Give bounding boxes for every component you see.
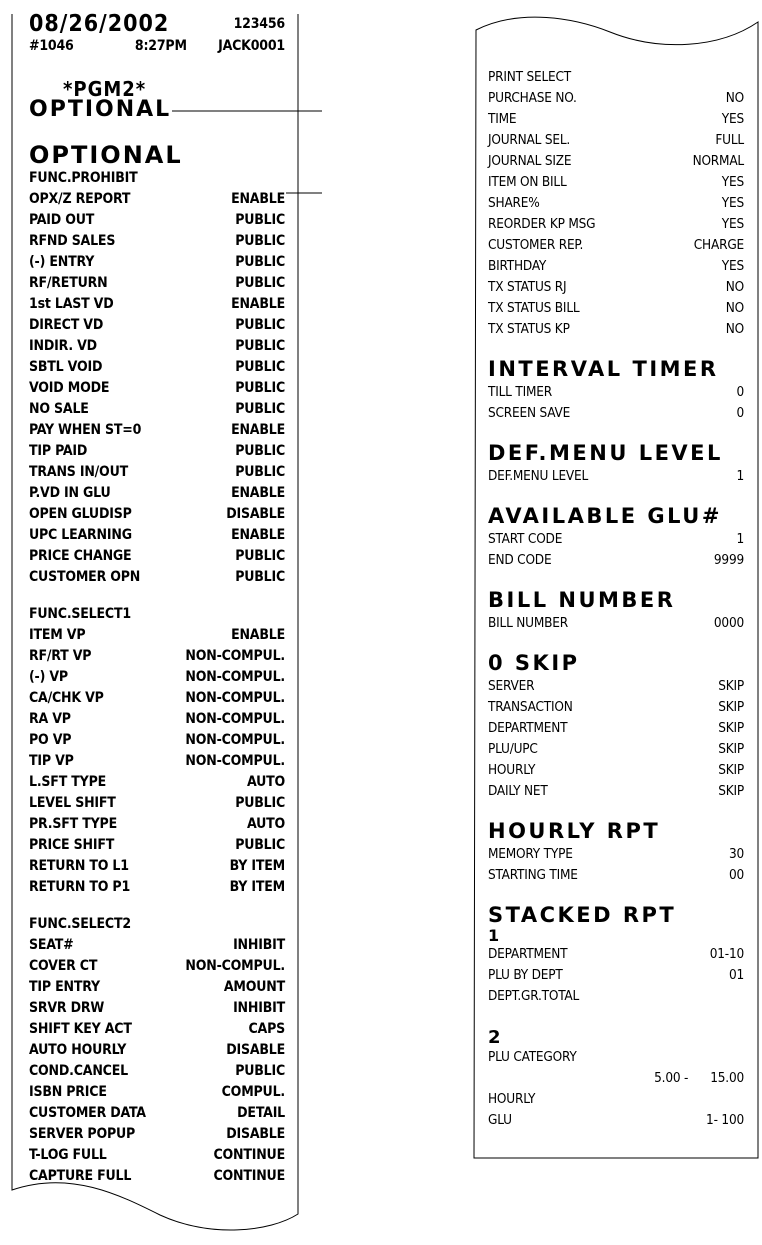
setting-label: ITEM ON BILL <box>488 174 567 190</box>
setting-label: PLU BY DEPT <box>488 967 563 983</box>
setting-label: (-) ENTRY <box>29 254 95 270</box>
stacked-group2-number: 2 <box>488 1027 504 1048</box>
setting-value: PUBLIC <box>235 233 285 249</box>
program-mark: *PGM2* <box>63 77 147 101</box>
setting-label: LEVEL SHIFT <box>29 795 116 811</box>
group-title <box>29 168 285 189</box>
setting-value: 9999 <box>713 552 744 568</box>
setting-label: END CODE <box>488 552 552 568</box>
setting-row <box>29 793 285 814</box>
setting-row <box>29 998 285 1019</box>
setting-value: PUBLIC <box>235 569 285 585</box>
right-receipt <box>488 67 744 1131</box>
setting-row <box>29 688 285 709</box>
setting-value: NO <box>725 300 744 316</box>
setting-label: CUSTOMER REP. <box>488 237 584 253</box>
setting-value: NON-COMPUL. <box>185 690 285 706</box>
setting-label: RF/RETURN <box>29 275 108 291</box>
setting-value: FULL <box>715 132 744 148</box>
setting-value: PUBLIC <box>235 837 285 853</box>
setting-row <box>29 378 285 399</box>
setting-value: ENABLE <box>231 191 285 207</box>
setting-label: CA/CHK VP <box>29 690 104 706</box>
hourly-row: HOURLY <box>488 1091 536 1107</box>
setting-row <box>488 613 744 634</box>
setting-label: SBTL VOID <box>29 359 103 375</box>
setting-row <box>29 856 285 877</box>
setting-row <box>488 88 744 109</box>
setting-label: RETURN TO P1 <box>29 879 131 895</box>
setting-value: CHARGE <box>693 237 744 253</box>
setting-row <box>488 256 744 277</box>
setting-value: PUBLIC <box>235 359 285 375</box>
right-sections <box>488 356 744 902</box>
setting-row <box>29 956 285 977</box>
setting-value: DISABLE <box>226 506 285 522</box>
setting-row <box>488 739 744 760</box>
setting-value: INHIBIT <box>233 937 285 953</box>
print-select-title: PRINT SELECT <box>488 69 572 85</box>
setting-row <box>488 697 744 718</box>
setting-row <box>488 193 744 214</box>
setting-value: YES <box>721 195 744 211</box>
setting-label: JOURNAL SEL. <box>488 132 571 148</box>
setting-label: VOID MODE <box>29 380 110 396</box>
left-receipt <box>29 12 285 1187</box>
setting-value: ENABLE <box>231 296 285 312</box>
setting-value: SKIP <box>718 762 744 778</box>
setting-value: PUBLIC <box>235 443 285 459</box>
setting-value: NON-COMPUL. <box>185 711 285 727</box>
setting-value: CONTINUE <box>213 1168 285 1184</box>
setting-row <box>29 357 285 378</box>
setting-value: NO <box>725 321 744 337</box>
setting-label: START CODE <box>488 531 563 547</box>
setting-value: COMPUL. <box>221 1084 285 1100</box>
setting-value: 01 <box>728 967 744 983</box>
print-select-rows <box>488 88 744 340</box>
setting-label: COVER CT <box>29 958 98 974</box>
setting-value: 0 <box>736 405 744 421</box>
setting-label: SERVER POPUP <box>29 1126 136 1142</box>
setting-label: TILL TIMER <box>488 384 552 400</box>
setting-value: NORMAL <box>692 153 744 169</box>
setting-row <box>29 567 285 588</box>
setting-row <box>29 525 285 546</box>
setting-value: SKIP <box>718 678 744 694</box>
store-number: 123456 <box>233 16 285 32</box>
plu-category-row: PLU CATEGORY <box>488 1049 577 1065</box>
setting-label: CAPTURE FULL <box>29 1168 132 1184</box>
setting-row <box>488 214 744 235</box>
glu-value: 1- 100 <box>706 1112 744 1128</box>
setting-row <box>29 252 285 273</box>
setting-row <box>488 319 744 340</box>
setting-value: PUBLIC <box>235 254 285 270</box>
setting-value: AUTO <box>246 774 285 790</box>
section-title-interval-timer: INTERVAL TIMER <box>488 357 719 381</box>
setting-row <box>29 709 285 730</box>
setting-label: TRANS IN/OUT <box>29 464 128 480</box>
setting-row <box>29 546 285 567</box>
section-title-zero-skip: 0 SKIP <box>488 651 580 675</box>
setting-row <box>29 877 285 898</box>
setting-value: NON-COMPUL. <box>185 753 285 769</box>
setting-row <box>488 760 744 781</box>
setting-value: YES <box>721 258 744 274</box>
setting-label: PR.SFT TYPE <box>29 816 117 832</box>
setting-row <box>488 277 744 298</box>
setting-row <box>488 844 744 865</box>
setting-value: BY ITEM <box>229 879 285 895</box>
setting-row <box>488 151 744 172</box>
setting-label: AUTO HOURLY <box>29 1042 127 1058</box>
setting-value: ENABLE <box>231 422 285 438</box>
setting-row <box>29 1166 285 1187</box>
setting-row <box>488 382 744 403</box>
setting-label: TX STATUS BILL <box>488 300 580 316</box>
setting-row <box>29 441 285 462</box>
section-title-available-glu: AVAILABLE GLU# <box>488 504 722 528</box>
setting-value: NON-COMPUL. <box>185 958 285 974</box>
setting-row <box>488 466 744 487</box>
setting-value: YES <box>721 111 744 127</box>
setting-row <box>29 315 285 336</box>
setting-label: JOURNAL SIZE <box>488 153 572 169</box>
setting-value: NON-COMPUL. <box>185 732 285 748</box>
setting-value: INHIBIT <box>233 1000 285 1016</box>
setting-label: OPX/Z REPORT <box>29 191 131 207</box>
setting-value: CONTINUE <box>213 1147 285 1163</box>
setting-value: 30 <box>728 846 744 862</box>
setting-value: 01-10 <box>709 946 744 962</box>
setting-row <box>29 1124 285 1145</box>
setting-value: 1 <box>736 468 744 484</box>
setting-label: RETURN TO L1 <box>29 858 129 874</box>
setting-row <box>29 935 285 956</box>
setting-row <box>488 986 744 1007</box>
setting-row <box>29 667 285 688</box>
setting-label: ITEM VP <box>29 627 86 643</box>
setting-label: RA VP <box>29 711 71 727</box>
setting-label: (-) VP <box>29 669 68 685</box>
setting-value: SKIP <box>718 783 744 799</box>
setting-label: RFND SALES <box>29 233 116 249</box>
group-title <box>29 914 285 935</box>
setting-value: DISABLE <box>226 1042 285 1058</box>
setting-row <box>29 1061 285 1082</box>
setting-row <box>488 676 744 697</box>
setting-value: DETAIL <box>237 1105 285 1121</box>
setting-label: TRANSACTION <box>488 699 573 715</box>
setting-label: NO SALE <box>29 401 89 417</box>
setting-value: PUBLIC <box>235 317 285 333</box>
receipt-header-row1 <box>29 12 285 36</box>
receipt-header-row2 <box>29 36 285 56</box>
setting-label: SCREEN SAVE <box>488 405 571 421</box>
setting-value: PUBLIC <box>235 1063 285 1079</box>
setting-label: STARTING TIME <box>488 867 578 883</box>
setting-value: DISABLE <box>226 1126 285 1142</box>
glu-row <box>488 1110 744 1131</box>
setting-row <box>29 977 285 998</box>
setting-row <box>29 231 285 252</box>
setting-row <box>488 403 744 424</box>
section-title-hourly-rpt: HOURLY RPT <box>488 819 661 843</box>
setting-row <box>29 336 285 357</box>
setting-label: SERVER <box>488 678 535 694</box>
report-time: 8:27PM <box>134 38 187 54</box>
glu-label: GLU <box>488 1112 512 1128</box>
setting-label: 1st LAST VD <box>29 296 114 312</box>
section-title-stacked-rpt: STACKED RPT <box>488 903 677 927</box>
setting-row <box>29 1145 285 1166</box>
range-from: 5.00 - <box>654 1070 689 1086</box>
report-title: OPTIONAL <box>29 97 172 122</box>
stacked-group1-number: 1 <box>488 926 502 945</box>
group-title-text: FUNC.SELECT2 <box>29 916 131 932</box>
setting-value: SKIP <box>718 741 744 757</box>
setting-value: 1 <box>736 531 744 547</box>
setting-value: PUBLIC <box>235 380 285 396</box>
setting-label: DEF.MENU LEVEL <box>488 468 589 484</box>
setting-label: T-LOG FULL <box>29 1147 107 1163</box>
setting-row <box>488 865 744 886</box>
setting-label: TX STATUS RJ <box>488 279 567 295</box>
setting-label: ISBN PRICE <box>29 1084 107 1100</box>
setting-row <box>29 772 285 793</box>
setting-label: CUSTOMER OPN <box>29 569 141 585</box>
setting-row <box>29 189 285 210</box>
setting-label: SEAT# <box>29 937 74 953</box>
setting-label: CUSTOMER DATA <box>29 1105 146 1121</box>
setting-row <box>29 210 285 231</box>
section-title-def-menu: DEF.MENU LEVEL <box>488 441 723 465</box>
setting-label: BILL NUMBER <box>488 615 568 631</box>
stacked-group1-rows <box>488 944 744 1007</box>
setting-label: PAID OUT <box>29 212 95 228</box>
setting-label: RF/RT VP <box>29 648 92 664</box>
setting-label: UPC LEARNING <box>29 527 132 543</box>
plu-category-range <box>488 1068 744 1089</box>
setting-label: PRICE SHIFT <box>29 837 115 853</box>
setting-row <box>29 420 285 441</box>
setting-value: PUBLIC <box>235 275 285 291</box>
setting-value: 00 <box>728 867 744 883</box>
section-title-optional: OPTIONAL <box>29 141 183 169</box>
group-title-text: FUNC.SELECT1 <box>29 606 131 622</box>
group-title <box>29 604 285 625</box>
setting-row <box>488 172 744 193</box>
consecutive-number: #1046 <box>29 38 74 54</box>
setting-row <box>29 1103 285 1124</box>
setting-label: TIP PAID <box>29 443 88 459</box>
setting-label: MEMORY TYPE <box>488 846 573 862</box>
setting-row <box>488 781 744 802</box>
setting-value: ENABLE <box>231 527 285 543</box>
setting-row <box>488 550 744 571</box>
setting-row <box>29 730 285 751</box>
setting-label: PAY WHEN ST=0 <box>29 422 142 438</box>
setting-value: 0 <box>736 384 744 400</box>
setting-value: NON-COMPUL. <box>185 648 285 664</box>
left-setting-groups <box>29 168 285 1187</box>
setting-label: TIME <box>488 111 517 127</box>
setting-row <box>29 835 285 856</box>
setting-label: DEPARTMENT <box>488 720 568 736</box>
setting-label: L.SFT TYPE <box>29 774 107 790</box>
setting-label: DEPARTMENT <box>488 946 568 962</box>
setting-label: REORDER KP MSG <box>488 216 596 232</box>
setting-row <box>29 1082 285 1103</box>
setting-label: DEPT.GR.TOTAL <box>488 988 580 1004</box>
setting-value: NO <box>725 90 744 106</box>
setting-value: SKIP <box>718 699 744 715</box>
setting-row <box>29 462 285 483</box>
range-to: 15.00 <box>710 1070 744 1086</box>
setting-row <box>29 814 285 835</box>
setting-label: SRVR DRW <box>29 1000 105 1016</box>
setting-label: COND.CANCEL <box>29 1063 128 1079</box>
group-title-text: FUNC.PROHIBIT <box>29 170 138 186</box>
setting-value: PUBLIC <box>235 401 285 417</box>
setting-row <box>29 273 285 294</box>
setting-label: PURCHASE NO. <box>488 90 577 106</box>
setting-value: 0000 <box>713 615 744 631</box>
setting-label: PO VP <box>29 732 72 748</box>
setting-value: CAPS <box>248 1021 285 1037</box>
setting-label: DIRECT VD <box>29 317 104 333</box>
setting-row <box>29 294 285 315</box>
setting-value: BY ITEM <box>229 858 285 874</box>
setting-value: AUTO <box>246 816 285 832</box>
setting-label: PRICE CHANGE <box>29 548 132 564</box>
setting-label: TX STATUS KP <box>488 321 570 337</box>
setting-label: TIP ENTRY <box>29 979 100 995</box>
setting-row <box>29 646 285 667</box>
clerk-name: JACK0001 <box>218 38 285 54</box>
setting-value: PUBLIC <box>235 464 285 480</box>
setting-label: PLU/UPC <box>488 741 538 757</box>
setting-label: P.VD IN GLU <box>29 485 111 501</box>
report-date: 08/26/2002 <box>29 11 170 37</box>
setting-row <box>488 529 744 550</box>
setting-row <box>488 109 744 130</box>
setting-row <box>29 1040 285 1061</box>
section-title-bill-number: BILL NUMBER <box>488 588 676 612</box>
setting-value: PUBLIC <box>235 338 285 354</box>
setting-value: ENABLE <box>231 627 285 643</box>
setting-value: ENABLE <box>231 485 285 501</box>
setting-row <box>488 130 744 151</box>
setting-value: YES <box>721 174 744 190</box>
setting-row <box>488 298 744 319</box>
setting-label: SHIFT KEY ACT <box>29 1021 132 1037</box>
setting-row <box>29 751 285 772</box>
setting-row <box>488 965 744 986</box>
setting-label: HOURLY <box>488 762 536 778</box>
setting-value: SKIP <box>718 720 744 736</box>
setting-row <box>488 235 744 256</box>
setting-row <box>29 483 285 504</box>
setting-value: YES <box>721 216 744 232</box>
setting-value: NON-COMPUL. <box>185 669 285 685</box>
setting-row <box>29 1019 285 1040</box>
setting-value: PUBLIC <box>235 795 285 811</box>
setting-label: TIP VP <box>29 753 74 769</box>
setting-row <box>29 625 285 646</box>
setting-row <box>29 504 285 525</box>
setting-value: PUBLIC <box>235 212 285 228</box>
setting-label: DAILY NET <box>488 783 548 799</box>
setting-label: SHARE% <box>488 195 540 211</box>
setting-row <box>29 399 285 420</box>
setting-row <box>488 718 744 739</box>
setting-row <box>488 944 744 965</box>
setting-value: PUBLIC <box>235 548 285 564</box>
setting-value: AMOUNT <box>223 979 285 995</box>
setting-value: NO <box>725 279 744 295</box>
setting-label: INDIR. VD <box>29 338 97 354</box>
setting-label: OPEN GLUDISP <box>29 506 132 522</box>
setting-label: BIRTHDAY <box>488 258 547 274</box>
